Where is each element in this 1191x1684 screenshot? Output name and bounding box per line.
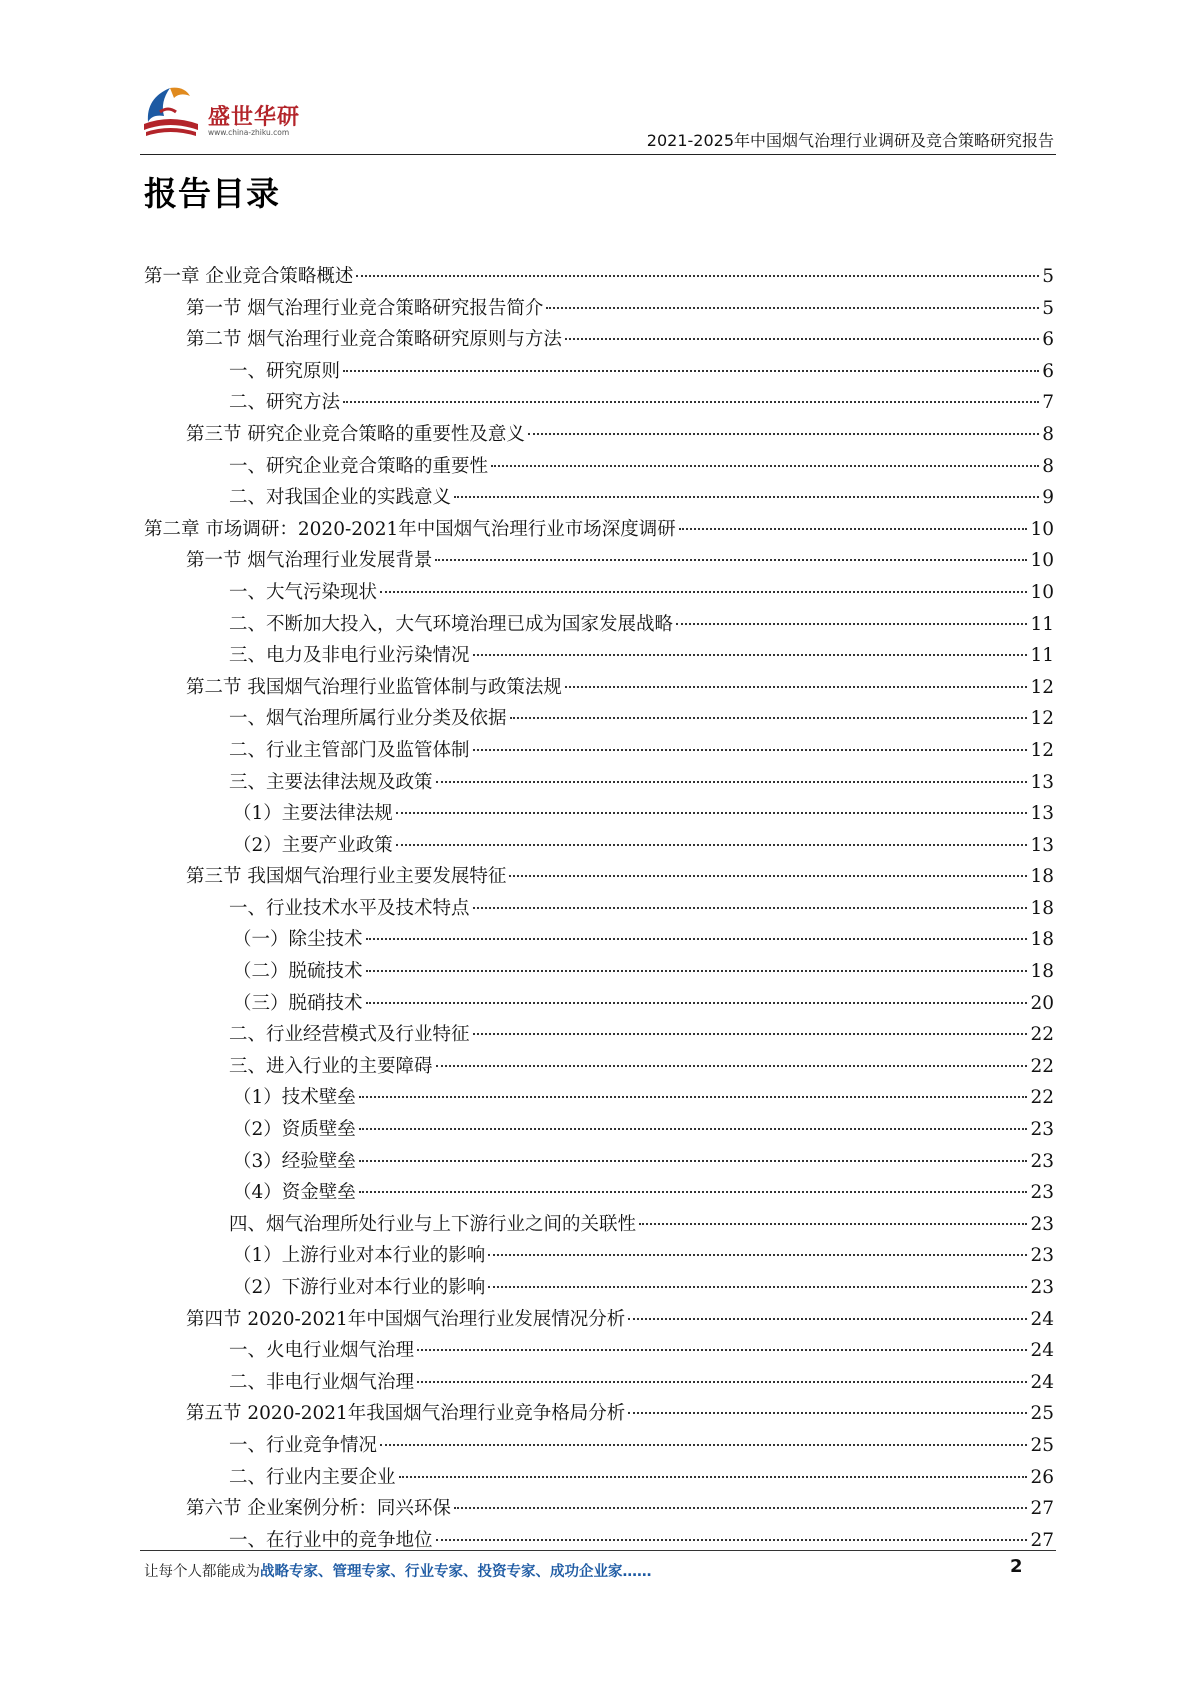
toc-entry-page: 11: [1030, 613, 1054, 635]
toc-entry-title: 一、大气污染现状: [229, 581, 378, 603]
toc-entry-page: 13: [1030, 834, 1054, 856]
toc-entry[interactable]: [144, 1240, 1054, 1272]
toc-entry[interactable]: [144, 261, 1054, 293]
toc-entry-title: （1）上游行业对本行业的影响: [233, 1245, 486, 1267]
toc-entry-page: 27: [1030, 1529, 1054, 1551]
toc-dot-leader: [510, 717, 1028, 719]
toc-entry[interactable]: [144, 514, 1054, 546]
toc-dot-leader: [359, 1160, 1028, 1162]
toc-entry-title: 第六节 企业案例分析：同兴环保: [186, 1498, 451, 1520]
toc-dot-leader: [436, 781, 1028, 783]
toc-entry-title: 第四节 2020-2021年中国烟气治理行业发展情况分析: [186, 1308, 626, 1330]
toc-entry-page: 24: [1030, 1308, 1054, 1330]
toc-entry-page: 5: [1042, 297, 1054, 319]
toc-entry-title: 第二章 市场调研：2020-2021年中国烟气治理行业市场深度调研: [144, 518, 676, 540]
toc-entry-page: 12: [1030, 739, 1054, 761]
toc-entry[interactable]: [144, 640, 1054, 672]
toc-entry-title: 一、行业技术水平及技术特点: [229, 897, 470, 919]
toc-entry[interactable]: [144, 672, 1054, 704]
toc-entry-title: （一）除尘技术: [233, 929, 363, 951]
toc-entry-page: 6: [1042, 329, 1054, 351]
toc-entry-title: 四、烟气治理所处行业与上下游行业之间的关联性: [229, 1213, 637, 1235]
toc-entry-page: 23: [1030, 1150, 1054, 1172]
toc-entry[interactable]: [144, 1177, 1054, 1209]
logo-name: 盛世华研: [208, 105, 301, 130]
toc-entry[interactable]: [144, 577, 1054, 609]
toc-entry-title: 二、非电行业烟气治理: [229, 1371, 415, 1393]
toc-dot-leader: [639, 1223, 1027, 1225]
toc-entry-page: 24: [1030, 1371, 1054, 1393]
toc-dot-leader: [676, 623, 1027, 625]
toc-entry[interactable]: [144, 1525, 1054, 1557]
toc-entry-title: （4）资金壁垒: [233, 1182, 356, 1204]
toc-dot-leader: [628, 1412, 1027, 1414]
footer-slogan: [144, 1560, 652, 1581]
toc-entry-page: 11: [1030, 645, 1054, 667]
toc-entry[interactable]: [144, 451, 1054, 483]
toc-entry-title: 一、研究原则: [229, 360, 341, 382]
toc-dot-leader: [679, 528, 1028, 530]
toc-dot-leader: [528, 433, 1039, 435]
toc-entry-page: 26: [1030, 1466, 1054, 1488]
toc-entry-title: 二、研究方法: [229, 392, 341, 414]
toc-entry-page: 10: [1030, 581, 1054, 603]
toc-entry[interactable]: [144, 1367, 1054, 1399]
toc-dot-leader: [488, 1286, 1027, 1288]
toc-entry-title: （3）经验壁垒: [233, 1150, 356, 1172]
toc-entry[interactable]: [144, 988, 1054, 1020]
toc-entry-page: 6: [1042, 360, 1054, 382]
toc-entry-title: （2）下游行业对本行业的影响: [233, 1277, 486, 1298]
toc-entry-page: 23: [1030, 1277, 1054, 1298]
toc-entry[interactable]: [144, 1209, 1054, 1241]
toc-entry[interactable]: [144, 893, 1054, 925]
toc-entry-title: （二）脱硫技术: [233, 961, 363, 983]
toc-dot-leader: [473, 907, 1028, 909]
toc-entry-page: 13: [1030, 803, 1054, 825]
toc-entry-page: 25: [1030, 1434, 1054, 1456]
toc-entry[interactable]: [144, 609, 1054, 641]
toc-entry[interactable]: [144, 924, 1054, 956]
logo-emblem-icon: [140, 82, 202, 144]
toc-entry-title: 第二节 我国烟气治理行业监管体制与政策法规: [186, 676, 562, 698]
toc-entry[interactable]: [144, 1272, 1054, 1304]
toc-entry-page: 13: [1030, 771, 1054, 793]
toc-entry[interactable]: [144, 1114, 1054, 1146]
toc-entry-title: 二、行业内主要企业: [229, 1466, 396, 1488]
toc-entry-page: 23: [1030, 1119, 1054, 1141]
toc-dot-leader: [436, 1065, 1028, 1067]
toc-entry[interactable]: [144, 1398, 1054, 1430]
toc-entry-title: 一、火电行业烟气治理: [229, 1340, 415, 1362]
toc-entry-page: 23: [1030, 1182, 1054, 1204]
toc-entry[interactable]: [144, 956, 1054, 988]
toc-entry-page: 18: [1030, 897, 1054, 919]
toc-entry[interactable]: [144, 387, 1054, 419]
toc-entry-page: 24: [1030, 1340, 1054, 1362]
toc-entry-title: 第一节 烟气治理行业竞合策略研究报告简介: [186, 297, 544, 319]
toc-dot-leader: [359, 1096, 1028, 1098]
logo-url: www.china-zhiku.com: [208, 128, 290, 137]
toc-entry-title: 一、在行业中的竞争地位: [229, 1529, 433, 1551]
toc-entry-page: 25: [1030, 1403, 1054, 1425]
toc-dot-leader: [565, 686, 1028, 688]
toc-entry[interactable]: [144, 1430, 1054, 1462]
toc-entry-title: 三、电力及非电行业污染情况: [229, 645, 470, 667]
toc-entry-title: 第二节 烟气治理行业竞合策略研究原则与方法: [186, 329, 562, 351]
toc-dot-leader: [488, 1254, 1027, 1256]
header-divider: [140, 154, 1056, 155]
toc-entry-title: 第一节 烟气治理行业发展背景: [186, 550, 433, 572]
toc-entry-page: 22: [1030, 1087, 1054, 1109]
toc-entry[interactable]: [144, 830, 1054, 862]
toc-entry-title: 第三节 研究企业竞合策略的重要性及意义: [186, 423, 525, 445]
toc-entry[interactable]: [144, 1335, 1054, 1367]
toc-entry-page: 22: [1030, 1055, 1054, 1077]
toc-dot-leader: [436, 1539, 1028, 1541]
toc-entry-title: （2）主要产业政策: [233, 834, 393, 856]
toc-entry[interactable]: [144, 545, 1054, 577]
toc-dot-leader: [628, 1318, 1027, 1320]
toc-dot-leader: [546, 307, 1039, 309]
toc-dot-leader: [473, 654, 1028, 656]
toc-dot-leader: [356, 275, 1039, 277]
toc-dot-leader: [366, 1002, 1028, 1004]
toc-entry-title: （1）主要法律法规: [233, 803, 393, 825]
toc-entry-page: 12: [1030, 676, 1054, 698]
toc-entry-title: 三、主要法律法规及政策: [229, 771, 433, 793]
page-title: 报告目录: [144, 174, 280, 213]
toc-entry-title: 二、行业主管部门及监管体制: [229, 739, 470, 761]
company-logo: [140, 78, 320, 148]
toc-entry[interactable]: [144, 1462, 1054, 1494]
toc-dot-leader: [343, 401, 1039, 403]
toc-dot-leader: [417, 1349, 1027, 1351]
toc-dot-leader: [396, 844, 1028, 846]
toc-entry-title: （1）技术壁垒: [233, 1087, 356, 1109]
toc-entry-page: 7: [1042, 392, 1054, 414]
toc-entry-title: 第三节 我国烟气治理行业主要发展特征: [186, 866, 507, 888]
toc-entry-title: 二、对我国企业的实践意义: [229, 487, 452, 509]
toc-entry-page: 9: [1042, 487, 1054, 509]
table-of-contents: [144, 261, 1054, 1556]
toc-entry-title: 二、不断加大投入，大气环境治理已成为国家发展战略: [229, 613, 674, 635]
toc-dot-leader: [491, 465, 1039, 467]
toc-entry[interactable]: [144, 356, 1054, 388]
toc-entry[interactable]: [144, 482, 1054, 514]
toc-entry-page: 22: [1030, 1024, 1054, 1046]
toc-entry-title: 一、研究企业竞合策略的重要性: [229, 455, 489, 477]
toc-entry-page: 23: [1030, 1245, 1054, 1267]
toc-entry[interactable]: [144, 1082, 1054, 1114]
toc-dot-leader: [343, 370, 1039, 372]
footer-slogan-highlight: 战略专家、管理专家、行业专家、投资专家、成功企业家……: [260, 1564, 652, 1580]
toc-entry-title: 第五节 2020-2021年我国烟气治理行业竞争格局分析: [186, 1403, 626, 1425]
toc-entry-page: 5: [1042, 266, 1054, 287]
toc-dot-leader: [380, 591, 1027, 593]
toc-entry-title: 三、进入行业的主要障碍: [229, 1055, 433, 1077]
toc-entry-page: 18: [1030, 929, 1054, 951]
toc-entry[interactable]: [144, 703, 1054, 735]
page-header: [140, 78, 1056, 160]
toc-entry[interactable]: [144, 1051, 1054, 1083]
footer-divider: [140, 1550, 1056, 1551]
toc-dot-leader: [435, 559, 1027, 561]
toc-entry-title: 一、烟气治理所属行业分类及依据: [229, 708, 507, 730]
toc-dot-leader: [359, 1128, 1028, 1130]
toc-dot-leader: [454, 496, 1039, 498]
toc-entry[interactable]: [144, 419, 1054, 451]
toc-entry[interactable]: [144, 1304, 1054, 1336]
toc-dot-leader: [473, 1033, 1028, 1035]
toc-entry-page: 18: [1030, 961, 1054, 983]
toc-entry-page: 8: [1042, 455, 1054, 477]
toc-entry[interactable]: [144, 293, 1054, 325]
toc-entry-page: 18: [1030, 866, 1054, 888]
report-title: 2021-2025年中国烟气治理行业调研及竞合策略研究报告: [646, 131, 1054, 150]
toc-entry-page: 23: [1030, 1213, 1054, 1235]
toc-entry[interactable]: [144, 861, 1054, 893]
toc-entry[interactable]: [144, 798, 1054, 830]
toc-dot-leader: [366, 970, 1028, 972]
toc-dot-leader: [454, 1507, 1028, 1509]
toc-dot-leader: [399, 1476, 1028, 1478]
toc-dot-leader: [565, 338, 1039, 340]
toc-entry-title: 一、行业竞争情况: [229, 1434, 378, 1456]
toc-entry-title: 第一章 企业竞合策略概述: [144, 266, 354, 287]
toc-entry[interactable]: [144, 767, 1054, 799]
toc-entry[interactable]: [144, 1146, 1054, 1178]
toc-entry-page: 27: [1030, 1498, 1054, 1520]
toc-entry-title: （三）脱硝技术: [233, 992, 363, 1014]
toc-dot-leader: [417, 1381, 1027, 1383]
toc-entry[interactable]: [144, 324, 1054, 356]
toc-entry-page: 10: [1030, 518, 1054, 540]
page-number: 2: [1010, 1556, 1023, 1577]
toc-entry-title: 二、行业经营模式及行业特征: [229, 1024, 470, 1046]
toc-entry-page: 20: [1030, 992, 1054, 1014]
toc-dot-leader: [380, 1444, 1027, 1446]
toc-dot-leader: [359, 1191, 1028, 1193]
toc-dot-leader: [473, 749, 1028, 751]
toc-entry-title: （2）资质壁垒: [233, 1119, 356, 1141]
toc-entry[interactable]: [144, 735, 1054, 767]
toc-dot-leader: [366, 938, 1028, 940]
toc-dot-leader: [509, 875, 1027, 877]
toc-entry[interactable]: [144, 1019, 1054, 1051]
toc-dot-leader: [396, 812, 1028, 814]
toc-entry[interactable]: [144, 1493, 1054, 1525]
toc-entry-page: 8: [1042, 423, 1054, 445]
footer-slogan-prefix: 让每个人都能成为: [144, 1564, 260, 1580]
toc-entry-page: 12: [1030, 708, 1054, 730]
toc-entry-page: 10: [1030, 550, 1054, 572]
